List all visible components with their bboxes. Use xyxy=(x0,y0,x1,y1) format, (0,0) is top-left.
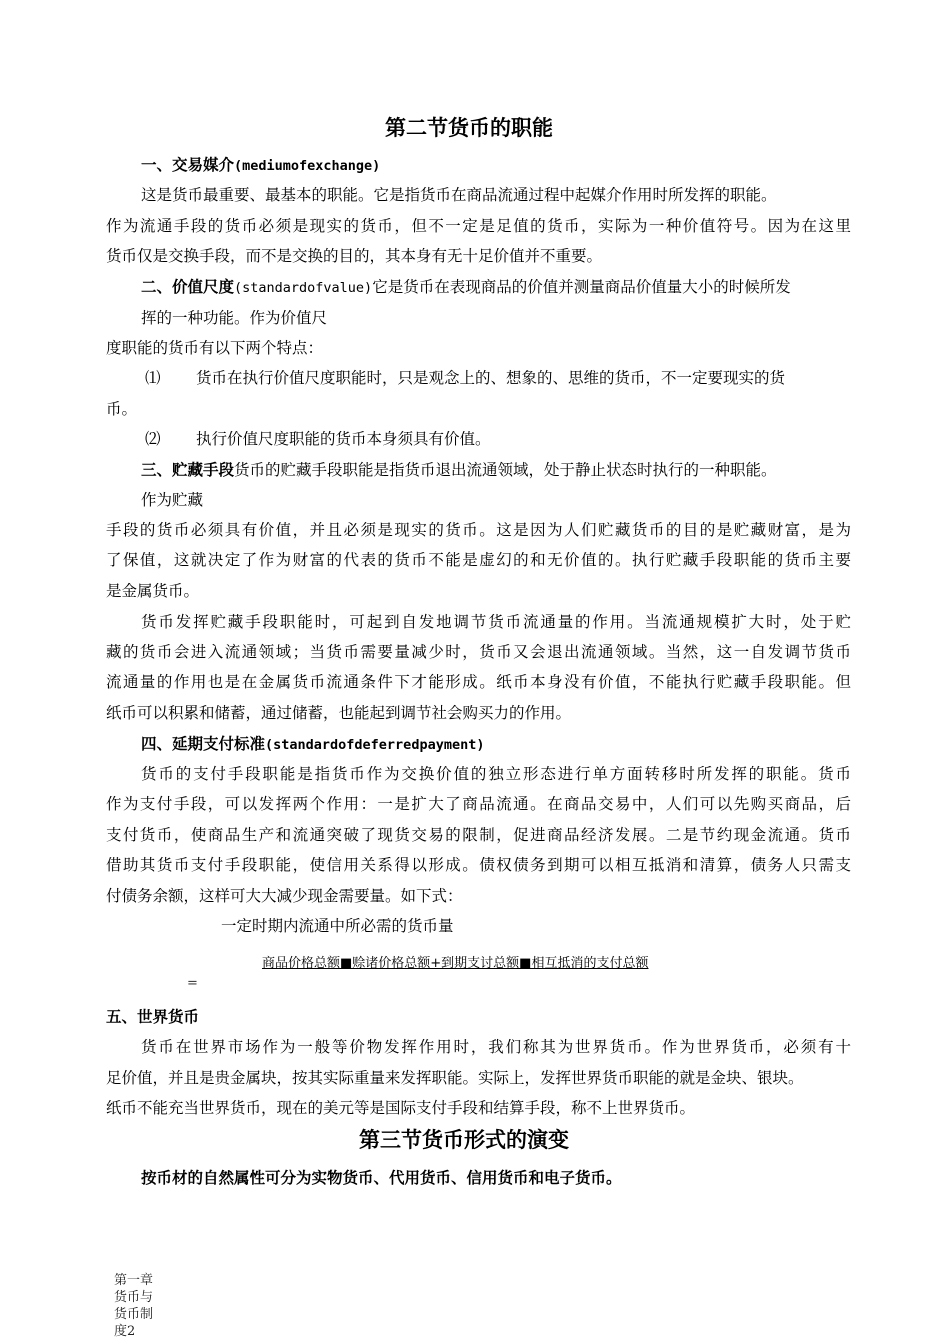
heading-english: (standardofdeferredpayment) xyxy=(265,737,485,753)
list-item-continuation: 币。 xyxy=(106,400,138,418)
list-item-text: 货币在执行价值尺度职能时，只是观念上的、想象的、思维的货币，不一定要现实的货 xyxy=(196,369,786,387)
formula-label: 一定时期内流通中所必需的货币量 xyxy=(221,917,454,935)
formula-expression: 商品价格总额■赊诸价格总额+到期支讨总额■相互抵消的支付总额 xyxy=(262,956,649,971)
heading-text: 三、贮藏手段 xyxy=(141,461,235,479)
paragraph-line: 流通量的作用也是在金属货币流通条件下才能形成。纸币本身没有价值，不能执行贮藏手段职能。但 xyxy=(106,673,851,691)
paragraph-line: 作为支付手段，可以发挥两个作用：一是扩大了商品流通。在商品交易中，人们可以先购买商品，后 xyxy=(106,795,851,813)
paragraph-line: 纸币不能充当世界货币，现在的美元等是国际支付手段和结算手段，称不上世界货币。 xyxy=(106,1099,696,1117)
paragraph-line: 足价值，并且是贵金属块，按其实际重量来发挥职能。实际上，发挥世界货币职能的就是金块、银块。 xyxy=(106,1069,804,1087)
page-footer: 第一章货币与货币制度2 xyxy=(114,1273,154,1339)
paragraph-line: 了保值，这就决定了作为财富的代表的货币不能是虚幻的和无价值的。执行贮藏手段职能的货币主要 xyxy=(106,551,851,569)
heading-text: 一、交易媒介 xyxy=(141,156,235,174)
list-item-number: ⑴ xyxy=(145,369,161,387)
list-item-number: ⑵ xyxy=(145,430,161,448)
heading-text: 二、价值尺度 xyxy=(141,278,235,296)
section-title: 第二节货币的职能 xyxy=(385,116,553,140)
formula-equals: = xyxy=(187,976,198,991)
heading-continuation: 它是货币在表现商品的价值并测量商品价值量大小的时候所发 xyxy=(372,278,791,296)
section-intro: 按币材的自然属性可分为实物货币、代用货币、信用货币和电子货币。 xyxy=(141,1169,622,1187)
heading-english: (mediumofexchange) xyxy=(234,158,381,174)
paragraph-line: 货币的支付手段职能是指货币作为交换价值的独立形态进行单方面转移时所发挥的职能。货币 xyxy=(141,765,851,783)
heading-deferred-payment xyxy=(141,734,484,755)
paragraph-line: 纸币可以积累和储蓄，通过储蓄，也能起到调节社会购买力的作用。 xyxy=(106,704,572,722)
heading-world-money: 五、世界货币 xyxy=(106,1008,200,1026)
paragraph-line: 支付货币，使商品生产和流通突破了现货交易的限制，促进商品经济发展。二是节约现金流通。货币 xyxy=(106,826,851,844)
heading-store-of-value xyxy=(141,460,777,480)
paragraph-line: 度职能的货币有以下两个特点： xyxy=(106,339,324,357)
paragraph-line: 货币仅是交换手段，而不是交换的目的，其本身有无十足价值并不重要。 xyxy=(106,247,603,265)
paragraph-line: 藏的货币会进入流通领域；当货币需要量减少时，货币又会退出流通领域。当然，这一自发调节货币 xyxy=(106,643,851,661)
paragraph-line: 借助其货币支付手段职能，使信用关系得以形成。债权债务到期可以相互抵消和清算，债务人只需支 xyxy=(106,856,851,874)
paragraph-line: 货币在世界市场作为一般等价物发挥作用时，我们称其为世界货币。作为世界货币，必须有十 xyxy=(141,1038,851,1056)
paragraph-line: 这是货币最重要、最基本的职能。它是指货币在商品流通过程中起媒介作用时所发挥的职能。 xyxy=(141,186,777,204)
paragraph-line: 作为流通手段的货币必须是现实的货币，但不一定是足值的货币，实际为一种价值符号。因为在这里 xyxy=(106,217,851,235)
paragraph-line: 是金属货币。 xyxy=(106,582,200,600)
paragraph-line: 付债务余额，这样可大大减少现金需要量。如下式： xyxy=(106,887,463,905)
paragraph-line: 作为贮藏 xyxy=(141,491,204,509)
heading-continuation: 货币的贮藏手段职能是指货币退出流通领域，处于静止状态时执行的一种职能。 xyxy=(234,461,777,479)
paragraph-line: 挥的一种功能。作为价值尺 xyxy=(141,309,328,327)
section-title: 第三节货币形式的演变 xyxy=(359,1128,569,1152)
heading-standard-of-value xyxy=(141,277,791,298)
paragraph-line: 手段的货币必须具有价值，并且必须是现实的货币。这是因为人们贮藏货币的目的是贮藏财富，是为 xyxy=(106,521,851,539)
heading-text: 四、延期支付标准 xyxy=(141,735,266,753)
list-item-text: 执行价值尺度职能的货币本身须具有价值。 xyxy=(196,430,491,448)
paragraph-line: 货币发挥贮藏手段职能时，可起到自发地调节货币流通量的作用。当流通规模扩大时，处于贮 xyxy=(141,613,851,631)
heading-medium-of-exchange xyxy=(141,155,380,176)
heading-english: (standardofvalue) xyxy=(234,280,373,296)
